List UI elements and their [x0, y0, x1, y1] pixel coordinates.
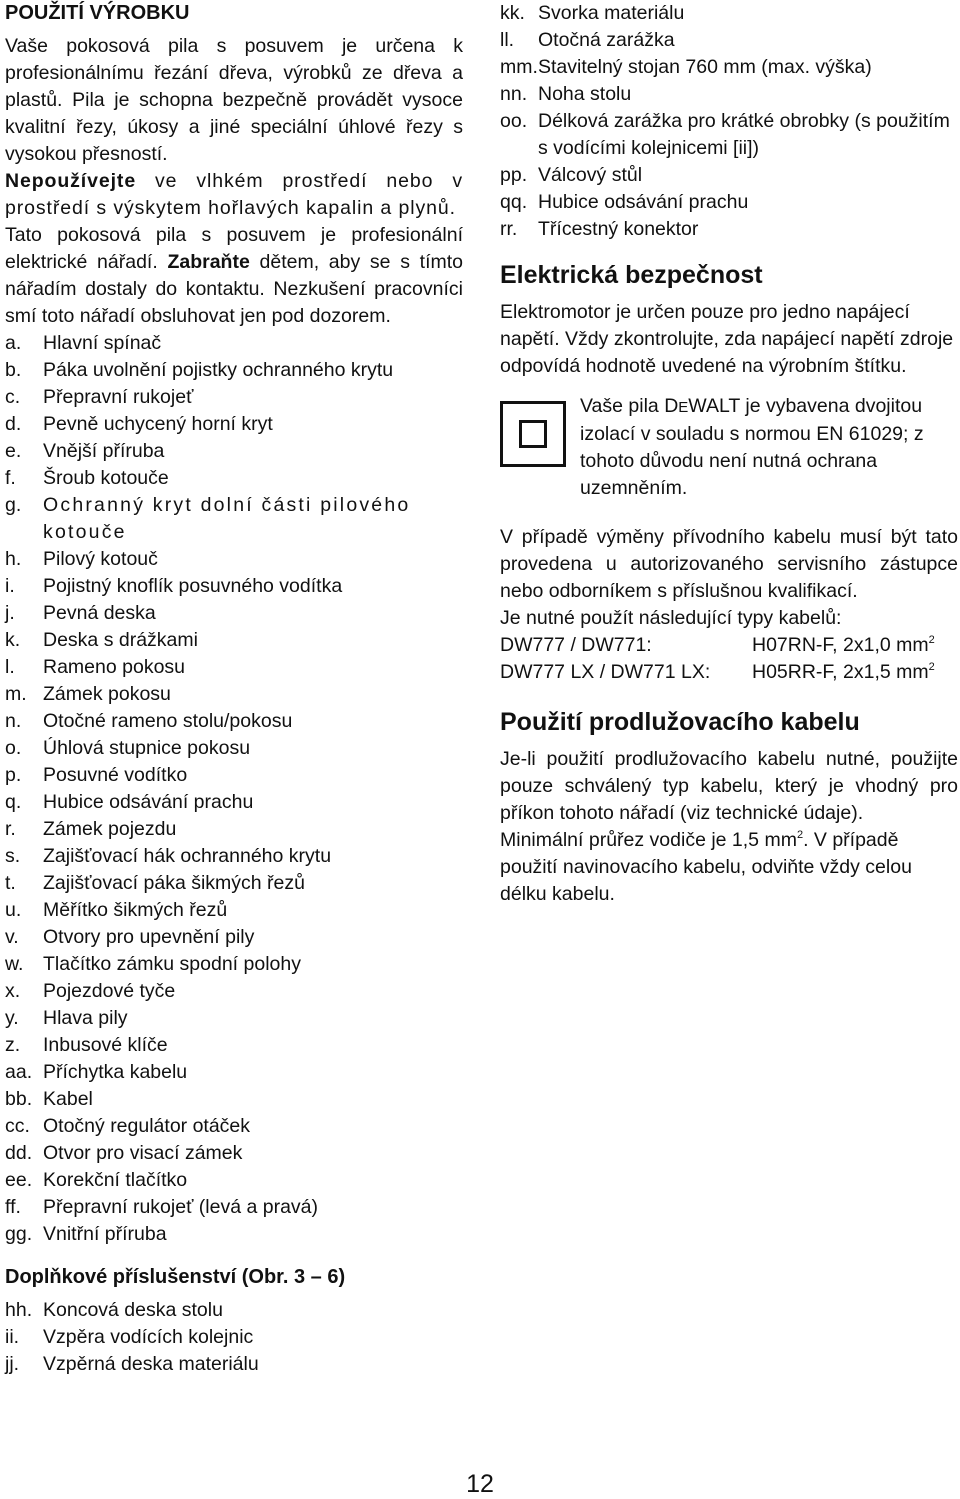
list-item-key: aa.	[5, 1061, 33, 1083]
list-item-text: Válcový stůl	[538, 164, 643, 186]
list-item-text: Svorka materiálu	[538, 2, 685, 24]
list-item-text: Zajišťovací páka šikmých řezů	[43, 872, 305, 894]
parts-list-continued	[500, 0, 958, 243]
list-item-text: Otočný regulátor otáček	[43, 1115, 251, 1137]
list-item-key: rr.	[500, 218, 518, 240]
list-item	[5, 1167, 463, 1194]
list-item-text: Noha stolu	[538, 83, 632, 105]
list-item	[5, 735, 463, 762]
list-item-text: Pilový kotouč	[43, 548, 158, 570]
accessories-title: Doplňkové příslušenství (Obr. 3 – 6)	[5, 1266, 346, 1288]
list-item-key: j.	[5, 602, 15, 624]
list-item-key: qq.	[500, 191, 528, 213]
list-item-key: t.	[5, 872, 16, 894]
list-item-text: Otvor pro visací zámek	[43, 1142, 243, 1164]
list-item-text: Přepravní rukojeť	[43, 386, 194, 408]
list-item-text: Šroub kotouče	[43, 467, 169, 489]
list-item-key: cc.	[5, 1115, 30, 1137]
extension-cable-title: Použití prodlužovacího kabelu	[500, 708, 860, 736]
list-item-key: d.	[5, 413, 22, 435]
list-item-text: Posuvné vodítko	[43, 764, 188, 786]
list-item-key: u.	[5, 899, 22, 921]
list-item-text: Otvory pro upevnění pily	[43, 926, 255, 948]
list-item	[500, 216, 958, 243]
list-item-text: Páka uvolnění pojistky ochranného krytu	[43, 359, 394, 381]
list-item	[5, 492, 463, 546]
list-item-text: Zámek pokosu	[43, 683, 171, 705]
list-item-text: Korekční tlačítko	[43, 1169, 188, 1191]
list-item-text: Deska s drážkami	[43, 629, 198, 651]
list-item-text: Úhlová stupnice pokosu	[43, 737, 251, 759]
intro-paragraph-1: Vaše pokosová pila s posuvem je určena k profesionálnímu řezání dřeva, výrobků ze dřeva a plastů. Pila je schopna bezpečně provádět vysoce kvalitní řezy, úkosy a jiné speciální úhlové řezy s vysokou přesností.	[5, 35, 463, 165]
list-item-text: Vnitřní příruba	[43, 1223, 167, 1245]
list-item-key: gg.	[5, 1223, 33, 1245]
double-insulation-icon	[500, 401, 566, 467]
electrical-safety-text: Elektromotor je určen pouze pro jedno napájecí napětí. Vždy zkontrolujte, zda napájecí napětí zdroje odpovídá hodnotě uvedené na výrobním štítku.	[500, 301, 954, 377]
list-item-key: l.	[5, 656, 15, 678]
list-item	[5, 627, 463, 654]
list-item-text: Otočná zarážka	[538, 29, 675, 51]
list-item	[5, 465, 463, 492]
cable-types-intro: Je nutné použít následující typy kabelů:	[500, 607, 842, 629]
list-item-text: Třícestný konektor	[538, 218, 699, 240]
list-item-key: bb.	[5, 1088, 33, 1110]
list-item	[500, 54, 958, 81]
min-cross-section-text: Minimální průřez vodiče je 1,5 $mm^2$. V případě použití navinovacího kabelu, odviňte vždy celou délku kabelu.	[500, 828, 912, 905]
list-item	[500, 108, 958, 162]
list-item-text: Pevná deska	[43, 602, 156, 624]
parts-list	[5, 330, 463, 1248]
list-item-text: Příchytka kabelu	[43, 1061, 188, 1083]
list-item	[5, 1086, 463, 1113]
intro-paragraph-2: Nepoužívejte ve vlhkém prostředí nebo v prostředí s výskytem hořlavých kapalin a plynů.	[5, 170, 463, 219]
list-item-text: Hlava pily	[43, 1007, 128, 1029]
list-item	[5, 384, 463, 411]
accessories-list	[5, 1297, 463, 1378]
cable-type-row: DW777 LX / DW771 LX: H05RR-F, 2x1,5 $mm^2$	[500, 660, 935, 683]
list-item-text: Vzpěrná deska materiálu	[43, 1353, 259, 1375]
list-item	[5, 816, 463, 843]
list-item-text: Inbusové klíče	[43, 1034, 168, 1056]
list-item-key: w.	[5, 953, 24, 975]
list-item-text: Hlavní spínač	[43, 332, 162, 354]
list-item-text: Ochranný kryt dolní části pilového kotouče	[43, 494, 411, 543]
double-insulation-text: Vaše pila DEWALT je vybavena dvojitou izolací v souladu s normou EN 61029; z tohoto důvodu není nutná ochrana uzemněním.	[580, 395, 924, 499]
page-number: 12	[466, 1470, 494, 1498]
list-item	[5, 411, 463, 438]
list-item-key: ee.	[5, 1169, 33, 1191]
list-item-key: hh.	[5, 1299, 33, 1321]
list-item-key: z.	[5, 1034, 21, 1056]
list-item-key: dd.	[5, 1142, 33, 1164]
list-item	[5, 897, 463, 924]
list-item	[5, 1221, 463, 1248]
right-column	[500, 0, 958, 908]
list-item-key: q.	[5, 791, 22, 813]
list-item	[500, 0, 958, 27]
list-item-key: mm.	[500, 56, 538, 78]
extension-cable-text: Je-li použití prodlužovacího kabelu nutné, použijte pouze schválený typ kabelu, který je vhodný pro příkon tohoto nářadí (viz technické údaje).	[500, 748, 958, 824]
list-item-key: m.	[5, 683, 27, 705]
list-item-text: Pojistný knoflík posuvného vodítka	[43, 575, 343, 597]
double-insulation-block	[500, 393, 958, 502]
list-item-text: Hubice odsávání prachu	[43, 791, 254, 813]
list-item	[5, 573, 463, 600]
list-item-key: b.	[5, 359, 22, 381]
list-item-key: p.	[5, 764, 22, 786]
list-item	[500, 81, 958, 108]
list-item	[5, 843, 463, 870]
list-item-text: Hubice odsávání prachu	[538, 191, 749, 213]
list-item-key: ff.	[5, 1196, 21, 1218]
list-item-text: Přepravní rukojeť (levá a pravá)	[43, 1196, 319, 1218]
list-item-key: x.	[5, 980, 21, 1002]
list-item	[5, 1059, 463, 1086]
list-item-key: n.	[5, 710, 22, 732]
list-item	[5, 546, 463, 573]
list-item-key: o.	[5, 737, 22, 759]
list-item	[5, 924, 463, 951]
list-item-text: Tlačítko zámku spodní polohy	[43, 953, 301, 975]
list-item-text: Délková zarážka pro krátké obrobky (s použitím s vodícími kolejnicemi [ii])	[538, 110, 950, 159]
list-item	[5, 1032, 463, 1059]
list-item	[5, 951, 463, 978]
list-item-text: Vzpěra vodících kolejnic	[43, 1326, 254, 1348]
list-item-key: pp.	[500, 164, 528, 186]
cable-type-row: DW777 / DW771: H07RN-F, 2x1,0 $mm^2$	[500, 633, 935, 656]
list-item-key: r.	[5, 818, 16, 840]
list-item-text: Zámek pojezdu	[43, 818, 177, 840]
list-item	[5, 870, 463, 897]
section-title-product-use: POUŽITÍ VÝROBKU	[5, 2, 190, 24]
list-item-key: c.	[5, 386, 21, 408]
list-item	[5, 1005, 463, 1032]
list-item	[5, 600, 463, 627]
list-item-key: e.	[5, 440, 22, 462]
left-column	[5, 0, 463, 1378]
list-item	[5, 1140, 463, 1167]
list-item	[5, 708, 463, 735]
list-item	[5, 1194, 463, 1221]
list-item-text: Kabel	[43, 1088, 93, 1110]
list-item-text: Měřítko šikmých řezů	[43, 899, 228, 921]
list-item-key: ll.	[500, 29, 515, 51]
list-item-key: f.	[5, 467, 16, 489]
list-item-key: jj.	[5, 1353, 20, 1375]
electrical-safety-title: Elektrická bezpečnost	[500, 261, 763, 289]
list-item-key: nn.	[500, 83, 528, 105]
list-item	[5, 762, 463, 789]
intro-paragraph-3: Tato pokosová pila s posuvem je profesionální elektrické nářadí. Zabraňte dětem, aby se s tímto nářadím dostaly do kontaktu. Nezkušení pracovníci smí toto nářadí obsluhovat jen pod dozorem.	[5, 224, 463, 327]
list-item-key: a.	[5, 332, 22, 354]
list-item	[5, 1113, 463, 1140]
list-item-key: ii.	[5, 1326, 20, 1348]
list-item-key: h.	[5, 548, 22, 570]
list-item-key: i.	[5, 575, 15, 597]
list-item	[5, 1351, 463, 1378]
list-item-key: kk.	[500, 2, 525, 24]
list-item-text: Vnější příruba	[43, 440, 165, 462]
list-item	[5, 789, 463, 816]
list-item	[5, 978, 463, 1005]
list-item	[5, 1324, 463, 1351]
list-item	[500, 27, 958, 54]
list-item	[500, 189, 958, 216]
list-item-text: Stavitelný stojan 760 mm (max. výška)	[538, 56, 872, 78]
list-item-key: v.	[5, 926, 19, 948]
list-item	[5, 681, 463, 708]
list-item	[5, 330, 463, 357]
list-item-key: s.	[5, 845, 21, 867]
cable-replacement-text: V případě výměny přívodního kabelu musí být tato provedena u autorizovaného servisního zástupce nebo odborníkem s příslušnou kvalifikací.	[500, 526, 958, 602]
list-item	[5, 438, 463, 465]
list-item-key: y.	[5, 1007, 19, 1029]
list-item-text: Rameno pokosu	[43, 656, 186, 678]
list-item	[5, 357, 463, 384]
list-item-key: k.	[5, 629, 21, 651]
list-item	[5, 654, 463, 681]
list-item-key: oo.	[500, 110, 528, 132]
list-item-key: g.	[5, 494, 22, 516]
list-item-text: Otočné rameno stolu/pokosu	[43, 710, 293, 732]
list-item-text: Zajišťovací hák ochranného krytu	[43, 845, 332, 867]
list-item	[5, 1297, 463, 1324]
list-item	[500, 162, 958, 189]
list-item-text: Pojezdové tyče	[43, 980, 176, 1002]
list-item-text: Pevně uchycený horní kryt	[43, 413, 273, 435]
list-item-text: Koncová deska stolu	[43, 1299, 223, 1321]
